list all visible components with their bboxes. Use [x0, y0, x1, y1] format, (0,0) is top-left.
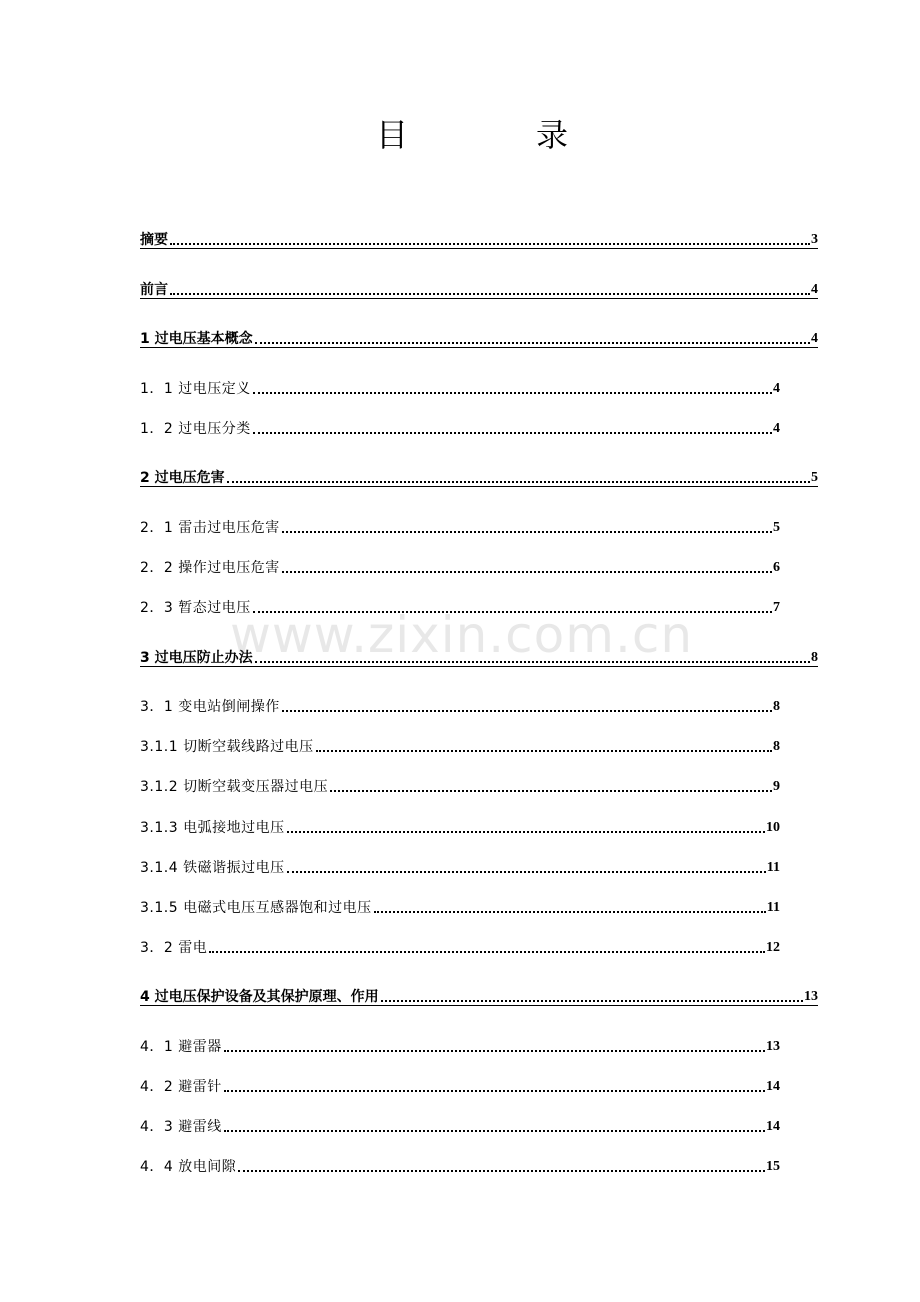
toc-page-number: 4: [773, 381, 780, 396]
toc-entry-label: 1．1 过电压定义: [140, 381, 251, 397]
dot-leader: [316, 750, 772, 752]
toc-entry-label: 4．4 放电间隙: [140, 1159, 237, 1175]
toc-page-number: 6: [773, 560, 780, 575]
toc-entry-section-3-1-5[interactable]: [140, 896, 780, 916]
toc-page-number: 9: [773, 779, 780, 794]
toc-page-number: 8: [773, 739, 780, 754]
dot-leader: [282, 571, 772, 573]
toc-entry-chapter-1[interactable]: [140, 327, 818, 348]
toc-entry-section-3-2[interactable]: [140, 936, 780, 956]
toc-entry-label: 3．1 变电站倒闸操作: [140, 699, 280, 715]
toc-entry-label: 前言: [140, 282, 168, 298]
toc-entry-chapter-3[interactable]: [140, 646, 818, 667]
toc-page-number: 3: [811, 232, 818, 247]
dot-leader: [374, 911, 766, 913]
toc-entry-section-4-2[interactable]: [140, 1075, 780, 1095]
toc-page-number: 14: [766, 1119, 780, 1134]
toc-entry-label: 1．2 过电压分类: [140, 421, 251, 437]
toc-entry-label: 3.1.4 铁磁谐振过电压: [140, 860, 285, 876]
dot-leader: [227, 481, 810, 483]
dot-leader: [282, 531, 772, 533]
toc-page-number: 15: [766, 1159, 780, 1174]
toc-entry-section-2-1[interactable]: [140, 516, 780, 536]
dot-leader: [170, 243, 810, 245]
toc-page-number: 8: [773, 699, 780, 714]
toc-page-number: 12: [766, 940, 780, 955]
toc-page-number: 4: [811, 331, 818, 346]
dot-leader: [253, 432, 772, 434]
toc-entry-label: 3.1.2 切断空载变压器过电压: [140, 779, 329, 795]
dot-leader: [381, 1000, 803, 1002]
toc-entry-label: 4．2 避雷针: [140, 1079, 222, 1095]
toc-entry-label: 摘要: [140, 232, 168, 248]
toc-page-number: 7: [773, 600, 780, 615]
toc-entry-section-3-1-3[interactable]: [140, 816, 780, 836]
toc-entry-section-1-1[interactable]: [140, 377, 780, 397]
toc-page-number: 11: [766, 860, 780, 875]
toc-page-number: 10: [766, 820, 780, 835]
toc-page-number: 5: [773, 520, 780, 535]
page-title: 目 录: [375, 116, 616, 154]
dot-leader: [330, 790, 772, 792]
dot-leader: [170, 293, 810, 295]
dot-leader: [287, 871, 766, 873]
toc-entry-label: 3 过电压防止办法: [140, 650, 253, 666]
toc-page-number: 13: [766, 1039, 780, 1054]
toc-entry-section-3-1-2[interactable]: [140, 775, 780, 795]
dot-leader: [253, 392, 772, 394]
toc-entry-section-3-1[interactable]: [140, 695, 780, 715]
dot-leader: [253, 611, 772, 613]
dot-leader: [255, 342, 810, 344]
toc-entry-label: 4．1 避雷器: [140, 1039, 222, 1055]
dot-leader: [238, 1170, 765, 1172]
toc-entry-chapter-2[interactable]: [140, 466, 818, 487]
toc-page-number: 8: [811, 650, 818, 665]
toc-entry-label: 2．1 雷击过电压危害: [140, 520, 280, 536]
toc-entry-label: 3.1.1 切断空载线路过电压: [140, 739, 314, 755]
dot-leader: [209, 951, 765, 953]
toc-entry-section-1-2[interactable]: [140, 417, 780, 437]
toc-entry-section-2-3[interactable]: [140, 596, 780, 616]
toc-page-number: 5: [811, 470, 818, 485]
toc-entry-label: 3.1.5 电磁式电压互感器饱和过电压: [140, 900, 372, 916]
dot-leader: [287, 831, 765, 833]
toc-page-number: 14: [766, 1079, 780, 1094]
toc-entry-abstract[interactable]: [140, 228, 818, 249]
toc-entry-label: 3.1.3 电弧接地过电压: [140, 820, 285, 836]
dot-leader: [224, 1090, 765, 1092]
toc-entry-label: 4 过电压保护设备及其保护原理、作用: [140, 989, 379, 1005]
dot-leader: [224, 1130, 765, 1132]
toc-page-number: 4: [811, 282, 818, 297]
toc-entry-label: 1 过电压基本概念: [140, 331, 253, 347]
toc-entry-section-3-1-4[interactable]: [140, 856, 780, 876]
dot-leader: [255, 661, 810, 663]
watermark-text: www.zixin.com.cn: [230, 606, 694, 664]
toc-entry-label: 2 过电压危害: [140, 470, 225, 486]
toc-page-number: 13: [804, 989, 818, 1004]
toc-entry-section-4-4[interactable]: [140, 1155, 780, 1175]
toc-entry-section-4-3[interactable]: [140, 1115, 780, 1135]
toc-entry-section-3-1-1[interactable]: [140, 735, 780, 755]
toc-entry-label: 2．2 操作过电压危害: [140, 560, 280, 576]
dot-leader: [282, 710, 772, 712]
toc-entry-label: 2．3 暂态过电压: [140, 600, 251, 616]
toc-entry-label: 4．3 避雷线: [140, 1119, 222, 1135]
toc-entry-chapter-4[interactable]: [140, 985, 818, 1006]
dot-leader: [224, 1050, 765, 1052]
toc-entry-section-4-1[interactable]: [140, 1035, 780, 1055]
toc-page-number: 4: [773, 421, 780, 436]
toc-entry-section-2-2[interactable]: [140, 556, 780, 576]
toc-entry-preface[interactable]: [140, 278, 818, 299]
toc-entry-label: 3．2 雷电: [140, 940, 208, 956]
toc-page-number: 11: [766, 900, 780, 915]
